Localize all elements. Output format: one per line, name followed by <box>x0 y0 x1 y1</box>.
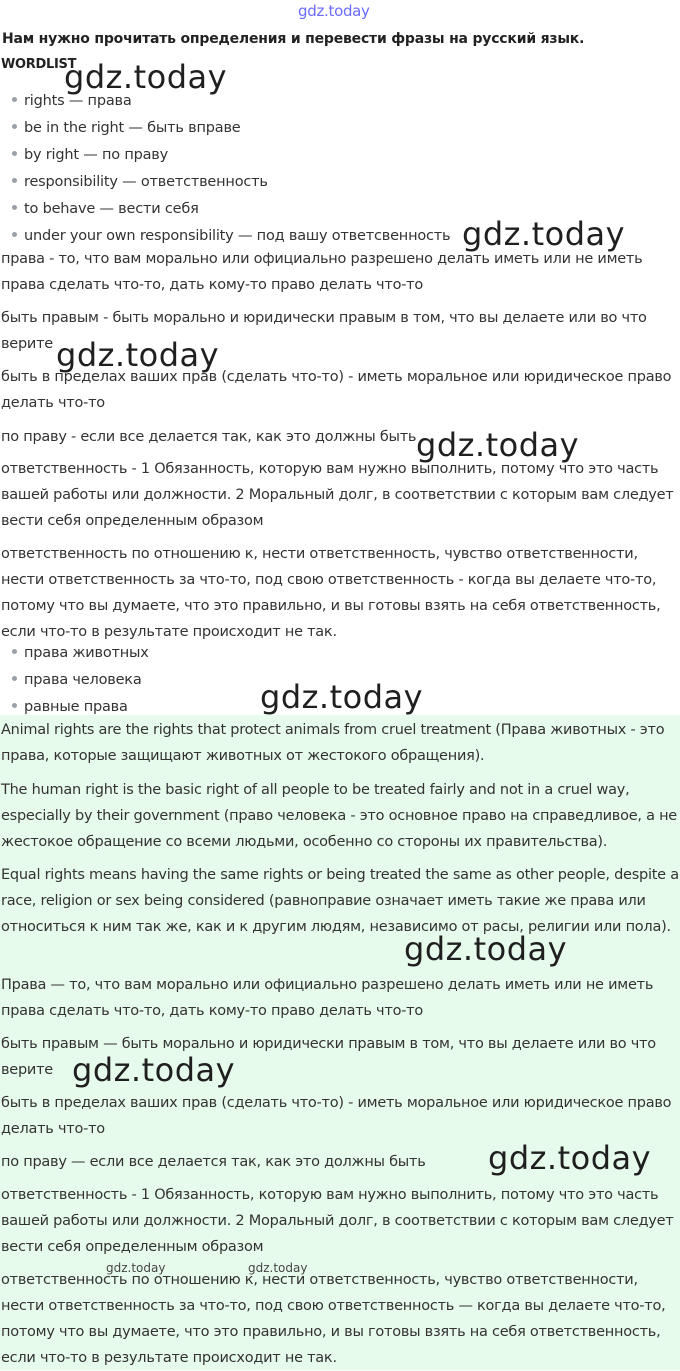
watermark: gdz.today <box>416 426 580 464</box>
watermark: gdz.today <box>462 215 626 253</box>
list-item: under your own responsibility — под вашу ответсвенность <box>12 228 450 244</box>
watermark: gdz.today <box>56 336 220 374</box>
list-item: права человека <box>12 672 142 688</box>
wordlist-label: WORDLIST <box>1 57 77 72</box>
list-item: responsibility — ответственность <box>12 174 268 190</box>
watermark: gdz.today <box>260 678 424 716</box>
list-item: by right — по праву <box>12 147 168 163</box>
definition-paragraph: быть в пределах ваших прав (сделать что-то) - иметь моральное или юридическое право делать что-то <box>1 369 672 411</box>
bullet-icon <box>12 97 17 102</box>
list-item: to behave — вести себя <box>12 201 199 217</box>
answer-paragraph: быть правым — быть морально и юридически правым в том, что вы делаете или во что верите <box>1 1036 656 1078</box>
bullet-icon <box>12 205 17 210</box>
definition-paragraph: по праву - если все делается так, как это должны быть <box>1 429 417 445</box>
answer-paragraph: The human right is the basic right of all people to be treated fairly and not in a cruel way, especially by their government (право человека - это основное право на справедливое, а не жестокое обращение со всеми людьми, особенно со стороны их правительства). <box>1 782 677 850</box>
watermark: gdz.today <box>72 1051 236 1089</box>
definition-paragraph: быть правым - быть морально и юридически правым в том, что вы делаете или во что верите <box>1 310 647 352</box>
bullet-icon <box>12 151 17 156</box>
answer-paragraph: Права — то, что вам морально или официально разрешено делать иметь или не иметь права сделать что-то, дать кому-то право делать что-то <box>1 977 654 1019</box>
bullet-icon <box>12 124 17 129</box>
definition-paragraph: права - то, что вам морально или официально разрешено делать иметь или не иметь права сделать что-то, дать кому-то право делать что-то <box>1 251 643 293</box>
answer-paragraph: по праву — если все делается так, как это должны быть <box>1 1154 426 1170</box>
bullet-icon <box>12 178 17 183</box>
watermark-small: gdz.today <box>106 1261 166 1275</box>
list-item: be in the right — быть вправе <box>12 120 241 136</box>
answer-paragraph: Animal rights are the rights that protect animals from cruel treatment (Права животных - это права, которые защищают животных от жестокого обращения). <box>1 722 665 764</box>
bullet-icon <box>12 232 17 237</box>
bullet-icon <box>12 703 17 708</box>
answer-paragraph: ответственность по отношению к, нести ответственность, чувство ответственности, нести ответственность за что-то, под свою ответственность — когда вы делаете что-то, потому что вы думаете, что это правильно, и вы готовы взять на себя ответственность, если что-то в результате происходит не так. <box>1 1272 666 1366</box>
bullet-icon <box>12 649 17 654</box>
list-item: права животных <box>12 645 149 661</box>
watermark-small: gdz.today <box>248 1261 308 1275</box>
answer-paragraph: Equal rights means having the same rights or being treated the same as other people, despite a race, religion or sex being considered (равноправие означает иметь такие же права или относиться к ним так же, как и к другим людям, независимо от расы, религии или пола). <box>1 867 679 935</box>
site-link[interactable]: gdz.today <box>298 2 370 20</box>
list-item: равные права <box>12 699 128 715</box>
definition-paragraph: ответственность - 1 Обязанность, которую вам нужно выполнить, потому что это часть вашей работы или должности. 2 Моральный долг, в соответствии с которым вам следует вести себя определенным образом <box>1 461 674 529</box>
definition-paragraph: ответственность по отношению к, нести ответственность, чувство ответственности, нести ответственность за что-то, под свою ответственность - когда вы делаете что-то, потому что вы думаете, что это правильно, и вы готовы взять на себя ответственность, если что-то в результате происходит не так. <box>1 546 661 640</box>
bullet-icon <box>12 676 17 681</box>
list-item: rights — права <box>12 93 132 109</box>
answer-paragraph: быть в пределах ваших прав (сделать что-то) - иметь моральное или юридическое право делать что-то <box>1 1095 672 1137</box>
watermark: gdz.today <box>64 58 228 96</box>
watermark: gdz.today <box>404 930 568 968</box>
task-heading: Нам нужно прочитать определения и перевести фразы на русский язык. <box>2 31 585 47</box>
watermark: gdz.today <box>488 1139 652 1177</box>
answer-paragraph: ответственность - 1 Обязанность, которую вам нужно выполнить, потому что это часть вашей работы или должности. 2 Моральный долг, в соответствии с которым вам следует вести себя определенным образом <box>1 1187 674 1255</box>
